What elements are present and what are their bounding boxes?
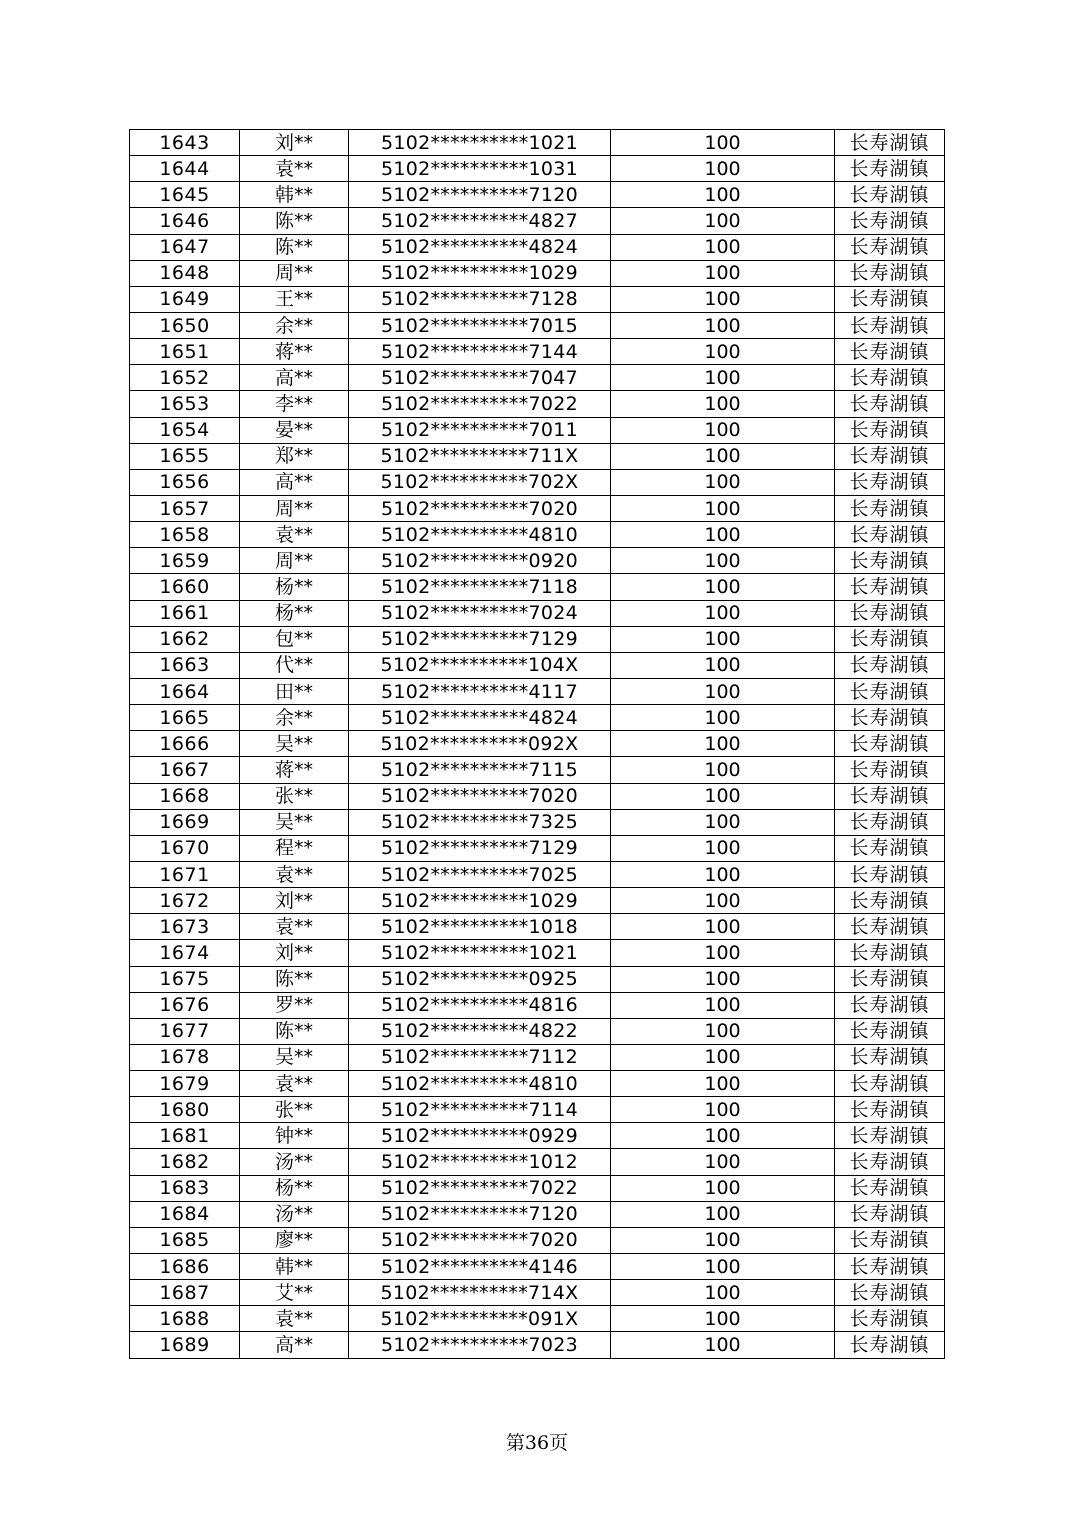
name-cell: 陈** <box>240 1018 349 1044</box>
id-number-cell: 5102**********4824 <box>349 234 611 260</box>
row-number-cell: 1679 <box>130 1071 240 1097</box>
row-number-cell: 1678 <box>130 1044 240 1070</box>
row-number-cell: 1662 <box>130 626 240 652</box>
town-cell: 长寿湖镇 <box>835 600 945 626</box>
amount-cell: 100 <box>611 940 835 966</box>
table-row <box>130 130 945 156</box>
town-cell: 长寿湖镇 <box>835 1306 945 1332</box>
town-cell: 长寿湖镇 <box>835 940 945 966</box>
id-number-cell: 5102**********7020 <box>349 1227 611 1253</box>
town-cell: 长寿湖镇 <box>835 260 945 286</box>
amount-cell: 100 <box>611 783 835 809</box>
amount-cell: 100 <box>611 966 835 992</box>
table-row <box>130 992 945 1018</box>
id-number-cell: 5102**********7020 <box>349 495 611 521</box>
town-cell: 长寿湖镇 <box>835 1332 945 1358</box>
town-cell: 长寿湖镇 <box>835 208 945 234</box>
name-cell: 高** <box>240 469 349 495</box>
name-cell: 吴** <box>240 1044 349 1070</box>
town-cell: 长寿湖镇 <box>835 835 945 861</box>
row-number-cell: 1668 <box>130 783 240 809</box>
amount-cell: 100 <box>611 339 835 365</box>
id-number-cell: 5102**********0925 <box>349 966 611 992</box>
row-number-cell: 1667 <box>130 757 240 783</box>
amount-cell: 100 <box>611 600 835 626</box>
table-row <box>130 1306 945 1332</box>
town-cell: 长寿湖镇 <box>835 914 945 940</box>
table-row <box>130 156 945 182</box>
name-cell: 刘** <box>240 888 349 914</box>
page-number: 第36页 <box>505 1432 569 1454</box>
row-number-cell: 1659 <box>130 548 240 574</box>
town-cell: 长寿湖镇 <box>835 809 945 835</box>
name-cell: 钟** <box>240 1123 349 1149</box>
town-cell: 长寿湖镇 <box>835 522 945 548</box>
row-number-cell: 1643 <box>130 130 240 156</box>
row-number-cell: 1672 <box>130 888 240 914</box>
table-row <box>130 757 945 783</box>
town-cell: 长寿湖镇 <box>835 1254 945 1280</box>
id-number-cell: 5102**********7020 <box>349 783 611 809</box>
table-row <box>130 522 945 548</box>
name-cell: 杨** <box>240 600 349 626</box>
table-row <box>130 391 945 417</box>
town-cell: 长寿湖镇 <box>835 391 945 417</box>
id-number-cell: 5102**********7144 <box>349 339 611 365</box>
name-cell: 袁** <box>240 522 349 548</box>
name-cell: 蒋** <box>240 339 349 365</box>
amount-cell: 100 <box>611 1071 835 1097</box>
id-number-cell: 5102**********1021 <box>349 940 611 966</box>
amount-cell: 100 <box>611 156 835 182</box>
row-number-cell: 1688 <box>130 1306 240 1332</box>
row-number-cell: 1674 <box>130 940 240 966</box>
id-number-cell: 5102**********4827 <box>349 208 611 234</box>
town-cell: 长寿湖镇 <box>835 1123 945 1149</box>
name-cell: 吴** <box>240 809 349 835</box>
row-number-cell: 1683 <box>130 1175 240 1201</box>
table-row <box>130 339 945 365</box>
amount-cell: 100 <box>611 1280 835 1306</box>
id-number-cell: 5102**********7118 <box>349 574 611 600</box>
amount-cell: 100 <box>611 1306 835 1332</box>
town-cell: 长寿湖镇 <box>835 234 945 260</box>
id-number-cell: 5102**********7129 <box>349 835 611 861</box>
name-cell: 袁** <box>240 1071 349 1097</box>
amount-cell: 100 <box>611 286 835 312</box>
name-cell: 周** <box>240 260 349 286</box>
row-number-cell: 1655 <box>130 443 240 469</box>
table-row <box>130 286 945 312</box>
amount-cell: 100 <box>611 835 835 861</box>
town-cell: 长寿湖镇 <box>835 339 945 365</box>
town-cell: 长寿湖镇 <box>835 1149 945 1175</box>
id-number-cell: 5102**********1021 <box>349 130 611 156</box>
name-cell: 郑** <box>240 443 349 469</box>
id-number-cell: 5102**********4822 <box>349 1018 611 1044</box>
name-cell: 陈** <box>240 966 349 992</box>
id-number-cell: 5102**********7047 <box>349 365 611 391</box>
name-cell: 王** <box>240 286 349 312</box>
table-row <box>130 574 945 600</box>
name-cell: 陈** <box>240 208 349 234</box>
id-number-cell: 5102**********7024 <box>349 600 611 626</box>
table-row <box>130 1280 945 1306</box>
amount-cell: 100 <box>611 1149 835 1175</box>
amount-cell: 100 <box>611 678 835 704</box>
table-row <box>130 888 945 914</box>
amount-cell: 100 <box>611 574 835 600</box>
id-number-cell: 5102**********7129 <box>349 626 611 652</box>
id-number-cell: 5102**********091X <box>349 1306 611 1332</box>
town-cell: 长寿湖镇 <box>835 443 945 469</box>
id-number-cell: 5102**********1029 <box>349 888 611 914</box>
town-cell: 长寿湖镇 <box>835 861 945 887</box>
amount-cell: 100 <box>611 626 835 652</box>
row-number-cell: 1670 <box>130 835 240 861</box>
row-number-cell: 1658 <box>130 522 240 548</box>
town-cell: 长寿湖镇 <box>835 1227 945 1253</box>
table-row <box>130 783 945 809</box>
table-row <box>130 914 945 940</box>
table-row <box>130 1044 945 1070</box>
table-row <box>130 1254 945 1280</box>
id-number-cell: 5102**********7022 <box>349 1175 611 1201</box>
name-cell: 李** <box>240 391 349 417</box>
table-row <box>130 1123 945 1149</box>
town-cell: 长寿湖镇 <box>835 966 945 992</box>
id-number-cell: 5102**********7022 <box>349 391 611 417</box>
id-number-cell: 5102**********1012 <box>349 1149 611 1175</box>
id-number-cell: 5102**********702X <box>349 469 611 495</box>
name-cell: 周** <box>240 548 349 574</box>
id-number-cell: 5102**********7025 <box>349 861 611 887</box>
name-cell: 韩** <box>240 1254 349 1280</box>
table-row <box>130 1227 945 1253</box>
row-number-cell: 1645 <box>130 182 240 208</box>
table-row <box>130 469 945 495</box>
table-row <box>130 495 945 521</box>
table-row <box>130 1097 945 1123</box>
table-row <box>130 731 945 757</box>
table-row <box>130 1018 945 1044</box>
amount-cell: 100 <box>611 365 835 391</box>
id-number-cell: 5102**********7011 <box>349 417 611 443</box>
table-row <box>130 548 945 574</box>
town-cell: 长寿湖镇 <box>835 156 945 182</box>
row-number-cell: 1650 <box>130 312 240 338</box>
row-number-cell: 1664 <box>130 678 240 704</box>
id-number-cell: 5102**********1031 <box>349 156 611 182</box>
town-cell: 长寿湖镇 <box>835 1201 945 1227</box>
town-cell: 长寿湖镇 <box>835 652 945 678</box>
town-cell: 长寿湖镇 <box>835 495 945 521</box>
row-number-cell: 1676 <box>130 992 240 1018</box>
table-row <box>130 443 945 469</box>
table-row <box>130 1175 945 1201</box>
row-number-cell: 1681 <box>130 1123 240 1149</box>
town-cell: 长寿湖镇 <box>835 757 945 783</box>
town-cell: 长寿湖镇 <box>835 1018 945 1044</box>
name-cell: 代** <box>240 652 349 678</box>
row-number-cell: 1651 <box>130 339 240 365</box>
town-cell: 长寿湖镇 <box>835 705 945 731</box>
row-number-cell: 1644 <box>130 156 240 182</box>
row-number-cell: 1653 <box>130 391 240 417</box>
amount-cell: 100 <box>611 522 835 548</box>
id-number-cell: 5102**********7120 <box>349 182 611 208</box>
town-cell: 长寿湖镇 <box>835 783 945 809</box>
name-cell: 张** <box>240 1097 349 1123</box>
amount-cell: 100 <box>611 1097 835 1123</box>
row-number-cell: 1661 <box>130 600 240 626</box>
amount-cell: 100 <box>611 861 835 887</box>
name-cell: 余** <box>240 312 349 338</box>
row-number-cell: 1665 <box>130 705 240 731</box>
town-cell: 长寿湖镇 <box>835 992 945 1018</box>
id-number-cell: 5102**********7015 <box>349 312 611 338</box>
amount-cell: 100 <box>611 443 835 469</box>
amount-cell: 100 <box>611 1175 835 1201</box>
name-cell: 高** <box>240 365 349 391</box>
table-row <box>130 809 945 835</box>
amount-cell: 100 <box>611 417 835 443</box>
row-number-cell: 1649 <box>130 286 240 312</box>
table-row <box>130 365 945 391</box>
name-cell: 刘** <box>240 130 349 156</box>
town-cell: 长寿湖镇 <box>835 626 945 652</box>
name-cell: 袁** <box>240 1306 349 1332</box>
row-number-cell: 1685 <box>130 1227 240 1253</box>
row-number-cell: 1682 <box>130 1149 240 1175</box>
id-number-cell: 5102**********4810 <box>349 1071 611 1097</box>
name-cell: 艾** <box>240 1280 349 1306</box>
row-number-cell: 1648 <box>130 260 240 286</box>
town-cell: 长寿湖镇 <box>835 312 945 338</box>
id-number-cell: 5102**********7023 <box>349 1332 611 1358</box>
amount-cell: 100 <box>611 809 835 835</box>
town-cell: 长寿湖镇 <box>835 130 945 156</box>
id-number-cell: 5102**********4146 <box>349 1254 611 1280</box>
row-number-cell: 1677 <box>130 1018 240 1044</box>
row-number-cell: 1680 <box>130 1097 240 1123</box>
amount-cell: 100 <box>611 312 835 338</box>
town-cell: 长寿湖镇 <box>835 1097 945 1123</box>
table-row <box>130 1149 945 1175</box>
town-cell: 长寿湖镇 <box>835 548 945 574</box>
beneficiary-table <box>129 129 945 1359</box>
id-number-cell: 5102**********4816 <box>349 992 611 1018</box>
amount-cell: 100 <box>611 914 835 940</box>
id-number-cell: 5102**********4810 <box>349 522 611 548</box>
row-number-cell: 1689 <box>130 1332 240 1358</box>
beneficiary-table-container <box>129 129 944 1359</box>
table-row <box>130 705 945 731</box>
row-number-cell: 1660 <box>130 574 240 600</box>
id-number-cell: 5102**********7112 <box>349 1044 611 1070</box>
table-row <box>130 208 945 234</box>
amount-cell: 100 <box>611 391 835 417</box>
name-cell: 程** <box>240 835 349 861</box>
name-cell: 高** <box>240 1332 349 1358</box>
amount-cell: 100 <box>611 1201 835 1227</box>
table-row <box>130 182 945 208</box>
table-row <box>130 417 945 443</box>
id-number-cell: 5102**********092X <box>349 731 611 757</box>
name-cell: 蒋** <box>240 757 349 783</box>
name-cell: 杨** <box>240 574 349 600</box>
table-row <box>130 940 945 966</box>
amount-cell: 100 <box>611 208 835 234</box>
table-row <box>130 861 945 887</box>
row-number-cell: 1666 <box>130 731 240 757</box>
table-row <box>130 835 945 861</box>
id-number-cell: 5102**********1029 <box>349 260 611 286</box>
table-row <box>130 678 945 704</box>
amount-cell: 100 <box>611 1332 835 1358</box>
table-row <box>130 1332 945 1358</box>
amount-cell: 100 <box>611 1018 835 1044</box>
amount-cell: 100 <box>611 652 835 678</box>
amount-cell: 100 <box>611 234 835 260</box>
name-cell: 田** <box>240 678 349 704</box>
row-number-cell: 1657 <box>130 495 240 521</box>
amount-cell: 100 <box>611 495 835 521</box>
amount-cell: 100 <box>611 1254 835 1280</box>
row-number-cell: 1671 <box>130 861 240 887</box>
id-number-cell: 5102**********4117 <box>349 678 611 704</box>
amount-cell: 100 <box>611 1044 835 1070</box>
row-number-cell: 1652 <box>130 365 240 391</box>
amount-cell: 100 <box>611 731 835 757</box>
id-number-cell: 5102**********7120 <box>349 1201 611 1227</box>
amount-cell: 100 <box>611 757 835 783</box>
name-cell: 袁** <box>240 156 349 182</box>
id-number-cell: 5102**********0929 <box>349 1123 611 1149</box>
town-cell: 长寿湖镇 <box>835 731 945 757</box>
table-row <box>130 1071 945 1097</box>
town-cell: 长寿湖镇 <box>835 1071 945 1097</box>
town-cell: 长寿湖镇 <box>835 888 945 914</box>
name-cell: 刘** <box>240 940 349 966</box>
name-cell: 袁** <box>240 914 349 940</box>
town-cell: 长寿湖镇 <box>835 1175 945 1201</box>
row-number-cell: 1673 <box>130 914 240 940</box>
table-row <box>130 260 945 286</box>
amount-cell: 100 <box>611 469 835 495</box>
table-body <box>130 130 945 1359</box>
town-cell: 长寿湖镇 <box>835 469 945 495</box>
row-number-cell: 1647 <box>130 234 240 260</box>
name-cell: 张** <box>240 783 349 809</box>
amount-cell: 100 <box>611 548 835 574</box>
table-row <box>130 234 945 260</box>
amount-cell: 100 <box>611 705 835 731</box>
id-number-cell: 5102**********7128 <box>349 286 611 312</box>
amount-cell: 100 <box>611 130 835 156</box>
id-number-cell: 5102**********7115 <box>349 757 611 783</box>
town-cell: 长寿湖镇 <box>835 1044 945 1070</box>
amount-cell: 100 <box>611 182 835 208</box>
row-number-cell: 1687 <box>130 1280 240 1306</box>
name-cell: 罗** <box>240 992 349 1018</box>
amount-cell: 100 <box>611 992 835 1018</box>
town-cell: 长寿湖镇 <box>835 1280 945 1306</box>
id-number-cell: 5102**********711X <box>349 443 611 469</box>
amount-cell: 100 <box>611 888 835 914</box>
id-number-cell: 5102**********7325 <box>349 809 611 835</box>
table-row <box>130 1201 945 1227</box>
table-row <box>130 600 945 626</box>
name-cell: 汤** <box>240 1201 349 1227</box>
name-cell: 杨** <box>240 1175 349 1201</box>
id-number-cell: 5102**********1018 <box>349 914 611 940</box>
town-cell: 长寿湖镇 <box>835 286 945 312</box>
row-number-cell: 1656 <box>130 469 240 495</box>
id-number-cell: 5102**********714X <box>349 1280 611 1306</box>
name-cell: 廖** <box>240 1227 349 1253</box>
name-cell: 余** <box>240 705 349 731</box>
name-cell: 晏** <box>240 417 349 443</box>
town-cell: 长寿湖镇 <box>835 417 945 443</box>
id-number-cell: 5102**********7114 <box>349 1097 611 1123</box>
row-number-cell: 1684 <box>130 1201 240 1227</box>
town-cell: 长寿湖镇 <box>835 678 945 704</box>
name-cell: 包** <box>240 626 349 652</box>
name-cell: 吴** <box>240 731 349 757</box>
row-number-cell: 1646 <box>130 208 240 234</box>
row-number-cell: 1686 <box>130 1254 240 1280</box>
name-cell: 汤** <box>240 1149 349 1175</box>
id-number-cell: 5102**********104X <box>349 652 611 678</box>
name-cell: 周** <box>240 495 349 521</box>
town-cell: 长寿湖镇 <box>835 365 945 391</box>
town-cell: 长寿湖镇 <box>835 182 945 208</box>
amount-cell: 100 <box>611 1123 835 1149</box>
name-cell: 韩** <box>240 182 349 208</box>
table-row <box>130 652 945 678</box>
table-row <box>130 626 945 652</box>
row-number-cell: 1654 <box>130 417 240 443</box>
name-cell: 袁** <box>240 861 349 887</box>
amount-cell: 100 <box>611 1227 835 1253</box>
row-number-cell: 1663 <box>130 652 240 678</box>
table-row <box>130 966 945 992</box>
row-number-cell: 1669 <box>130 809 240 835</box>
id-number-cell: 5102**********0920 <box>349 548 611 574</box>
id-number-cell: 5102**********4824 <box>349 705 611 731</box>
amount-cell: 100 <box>611 260 835 286</box>
table-row <box>130 312 945 338</box>
name-cell: 陈** <box>240 234 349 260</box>
town-cell: 长寿湖镇 <box>835 574 945 600</box>
row-number-cell: 1675 <box>130 966 240 992</box>
